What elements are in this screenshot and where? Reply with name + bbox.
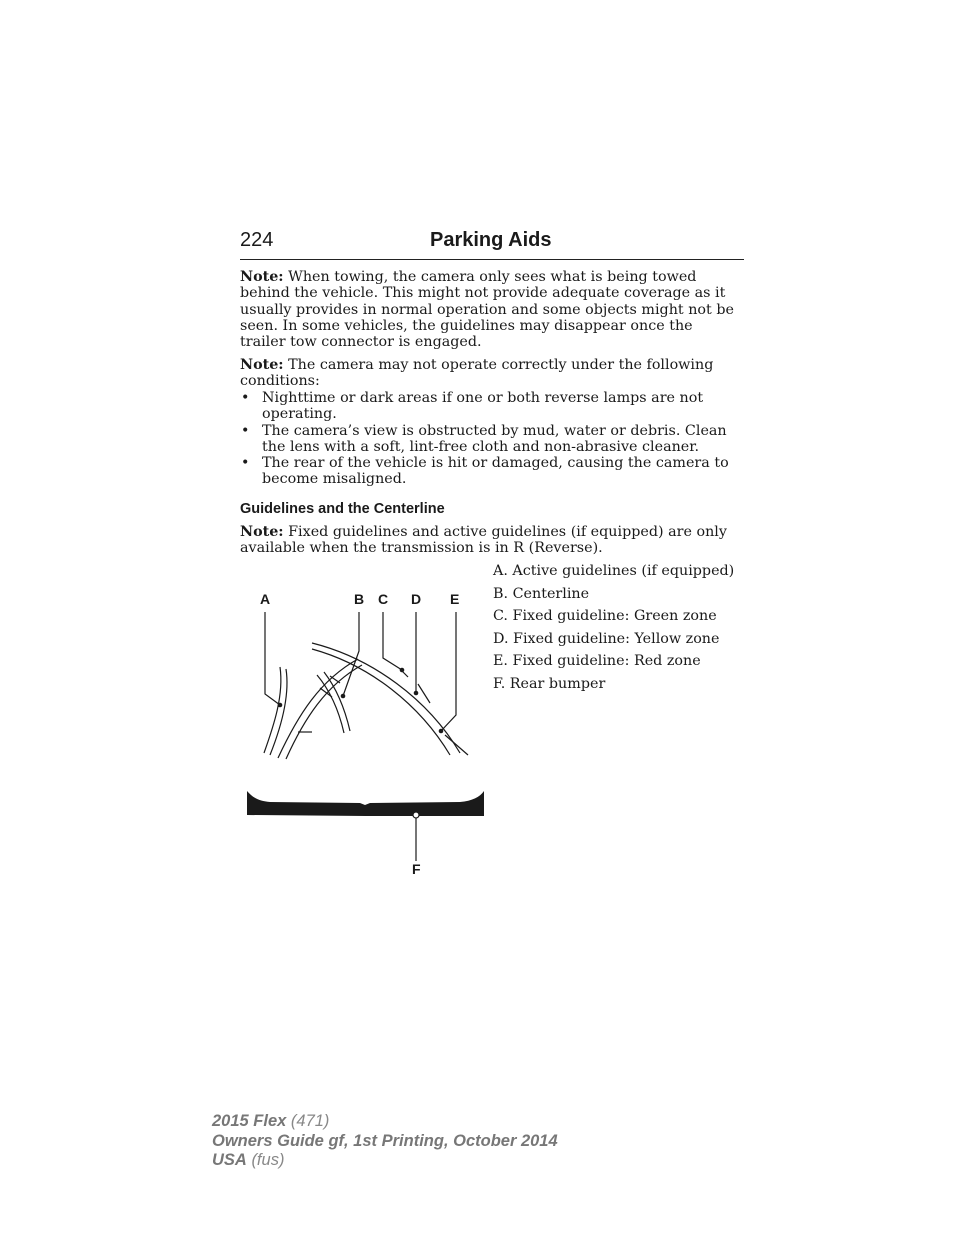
label-e: E [450, 591, 460, 607]
footer-model-line [212, 1112, 558, 1132]
legend-item-a: A. Active guidelines (if equipped) [493, 563, 735, 579]
note-label: Note: [240, 524, 284, 540]
guidelines-diagram [240, 585, 490, 880]
legend-item-c: C. Fixed guideline: Green zone [493, 608, 717, 625]
leader-dot [341, 694, 346, 699]
note-text: Fixed guidelines and active guidelines (if equipped) are only available when the transmission is in R (Reverse). [240, 524, 727, 557]
note-guidelines [240, 524, 740, 557]
note-text: The camera may not operate correctly under the following conditions: [240, 357, 714, 390]
leader-dot [413, 812, 419, 818]
page-footer [212, 1112, 558, 1171]
legend-item-f: F. Rear bumper [493, 675, 606, 692]
centerline-inner [317, 675, 344, 733]
list-item: • The rear of the vehicle is hit or damaged, causing the camera to become misaligned. [240, 455, 740, 488]
note-conditions [240, 357, 740, 390]
page-number: 224 [240, 229, 274, 251]
label-c: C [378, 591, 389, 607]
note-text: When towing, the camera only sees what is being towed behind the vehicle. This might not provide adequate coverage as it usually provides in normal operation and some objects might not be seen. In some vehicles, the guidelines may disappear once the trailer tow connector is engaged. [240, 269, 734, 351]
leader-dot [439, 729, 444, 734]
zone-tick [418, 684, 430, 703]
leader-e [441, 612, 456, 731]
diagram-legend [493, 563, 743, 699]
legend-item-e: E. Fixed guideline: Red zone [493, 653, 701, 670]
footer-region: USA [212, 1151, 247, 1169]
leader-dot [414, 691, 419, 696]
page-header [240, 229, 744, 260]
fixed-guideline-left-outer [278, 659, 358, 758]
leader-dot [400, 668, 405, 673]
leader-a [265, 612, 280, 705]
list-item: • The camera’s view is obstructed by mud, water or debris. Clean the lens with a soft, lint-free cloth and non-abrasive cleaner. [240, 423, 740, 456]
list-item: • Nighttime or dark areas if one or both reverse lamps are not operating. [240, 390, 740, 423]
footer-region-line [212, 1151, 558, 1171]
section-heading: Guidelines and the Centerline [240, 501, 445, 517]
note-towing [240, 269, 740, 350]
footer-region-code: (fus) [251, 1151, 285, 1169]
footer-model: 2015 Flex [212, 1112, 287, 1130]
active-guideline-inner [270, 669, 287, 755]
label-a: A [260, 591, 271, 607]
page-title: Parking Aids [430, 229, 552, 251]
label-b: B [354, 591, 365, 607]
fixed-guideline-left-inner [286, 665, 362, 759]
legend-item-b: B. Centerline [493, 585, 590, 602]
footer-guide: Owners Guide gf, 1st Printing, October 2014 [212, 1131, 558, 1150]
conditions-list [240, 390, 740, 488]
leader-dot [278, 703, 283, 708]
note-label: Note: [240, 269, 284, 285]
label-f: F [412, 861, 421, 877]
label-d: D [411, 591, 422, 607]
active-guideline-outer [264, 667, 281, 753]
legend-item-d: D. Fixed guideline: Yellow zone [493, 630, 720, 647]
note-label: Note: [240, 357, 284, 373]
rear-bumper [247, 791, 484, 816]
footer-model-code: (471) [290, 1112, 330, 1130]
leader-c [383, 612, 402, 670]
